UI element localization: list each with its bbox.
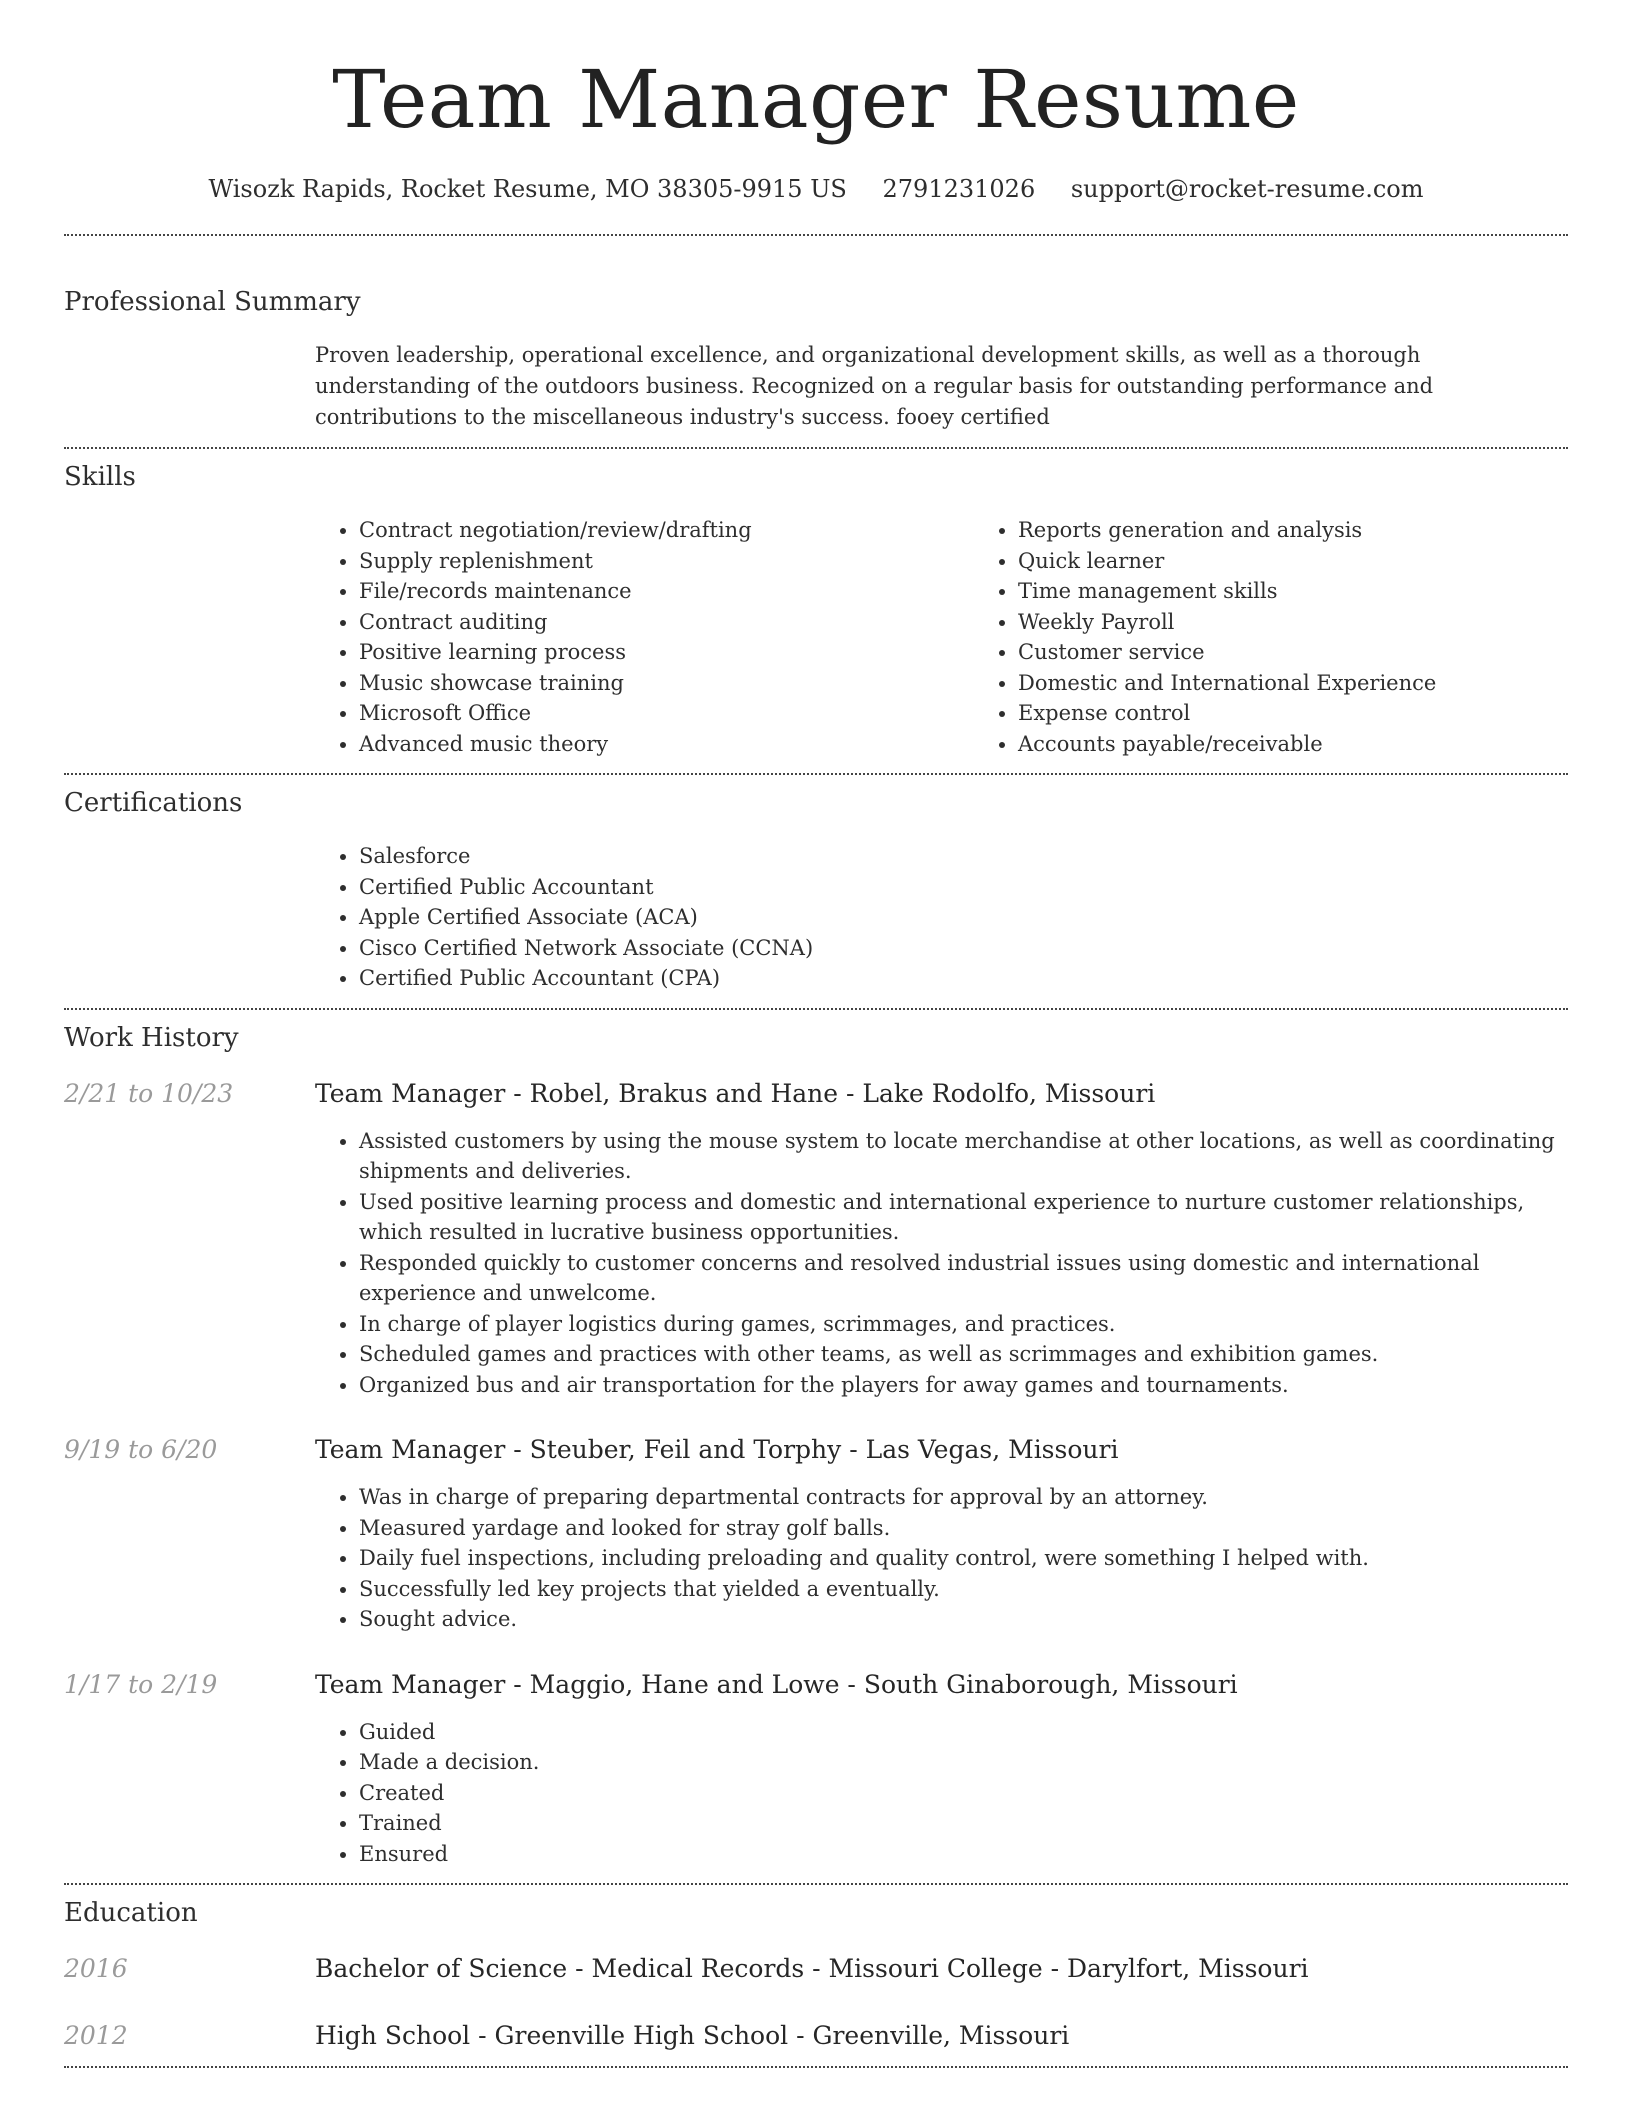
- job-title: Team Manager - Maggio, Hane and Lowe - South Ginaborough, Missouri: [315, 1669, 1238, 1699]
- job-bullet: • In charge of player logistics during games, scrimmages, and practices.: [359, 1309, 1568, 1340]
- job-entry: [64, 1078, 1568, 1401]
- certification-item: • Salesforce: [359, 841, 1568, 872]
- job-dates: 1/17 to 2/19: [64, 1669, 218, 1699]
- job-bullet: • Ensured: [359, 1839, 1568, 1870]
- job-bullet: • Sought advice.: [359, 1604, 1568, 1635]
- job-bullet: • Trained: [359, 1808, 1568, 1839]
- divider: [64, 234, 1568, 236]
- contact-address: Wisozk Rapids, Rocket Resume, MO 38305-9915 US: [208, 175, 847, 203]
- job-bullet: • Organized bus and air transportation for the players for away games and tournaments.: [359, 1370, 1568, 1401]
- contact-line: [64, 174, 1568, 204]
- skill-item: • File/records maintenance: [359, 576, 974, 607]
- job-bullet: • Made a decision.: [359, 1747, 1568, 1778]
- job-bullet: • Scheduled games and practices with other teams, as well as scrimmages and exhibition games.: [359, 1339, 1568, 1370]
- skill-item: • Expense control: [1018, 698, 1632, 729]
- job-bullet: • Was in charge of preparing departmental contracts for approval by an attorney.: [359, 1482, 1568, 1513]
- education-title: Bachelor of Science - Medical Records - Missouri College - Darylfort, Missouri: [315, 1954, 1309, 1983]
- skill-item: • Quick learner: [1018, 546, 1632, 577]
- job-entry: [64, 1434, 1568, 1635]
- skills-heading: Skills: [64, 462, 136, 492]
- job-bullet: • Successfully led key projects that yielded a eventually.: [359, 1574, 1568, 1605]
- education-year: 2016: [64, 1954, 128, 1983]
- contact-email: support@rocket-resume.com: [1070, 175, 1424, 203]
- job-bullets: [315, 1482, 1568, 1635]
- work-history-heading: Work History: [64, 1022, 239, 1053]
- skill-item: • Microsoft Office: [359, 698, 974, 729]
- summary-text: Proven leadership, operational excellence, and organizational development skills, as well as a thorough understanding of the outdoors business. Recognized on a regular basis for outstanding performance and contributions to the miscellaneous industry's success. fooey certified: [315, 343, 1434, 429]
- job-bullet: • Assisted customers by using the mouse system to locate merchandise at other locations, as well as coordinating shipments and deliveries.: [359, 1126, 1568, 1187]
- divider: [64, 1008, 1568, 1010]
- certifications-section: [64, 787, 1568, 994]
- work-history-section: [64, 1022, 1568, 1870]
- skills-list-left: [315, 515, 974, 759]
- skill-item: • Positive learning process: [359, 637, 974, 668]
- education-year: 2012: [64, 2021, 128, 2050]
- skill-item: • Contract negotiation/review/drafting: [359, 515, 974, 546]
- job-bullet: • Measured yardage and looked for stray golf balls.: [359, 1513, 1568, 1544]
- skill-item: • Advanced music theory: [359, 729, 974, 760]
- education-section: [64, 1897, 1568, 2052]
- skill-item: • Accounts payable/receivable: [1018, 729, 1632, 760]
- divider: [64, 1883, 1568, 1885]
- job-bullet: • Responded quickly to customer concerns and resolved industrial issues using domestic and international experience and unwelcome.: [359, 1248, 1568, 1309]
- summary-section: [64, 286, 1568, 433]
- certifications-list: [315, 841, 1568, 994]
- skill-item: • Reports generation and analysis: [1018, 515, 1632, 546]
- resume-title: Team Manager Resume: [332, 53, 1300, 146]
- job-bullet: • Guided: [359, 1717, 1568, 1748]
- job-bullet: • Daily fuel inspections, including preloading and quality control, were something I helped with.: [359, 1543, 1568, 1574]
- certification-item: • Certified Public Accountant (CPA): [359, 963, 1568, 994]
- skill-item: • Time management skills: [1018, 576, 1632, 607]
- job-title: Team Manager - Steuber, Feil and Torphy - Las Vegas, Missouri: [315, 1435, 1119, 1464]
- education-heading: Education: [64, 1898, 198, 1928]
- skill-item: • Weekly Payroll: [1018, 607, 1632, 638]
- skill-item: • Music showcase training: [359, 668, 974, 699]
- certification-item: • Certified Public Accountant: [359, 872, 1568, 903]
- job-entry: [64, 1669, 1568, 1870]
- education-title: High School - Greenville High School - Greenville, Missouri: [315, 2021, 1070, 2050]
- certifications-heading: Certifications: [64, 788, 243, 818]
- contact-phone: 2791231026: [882, 175, 1036, 203]
- education-entry: [64, 1953, 1568, 1985]
- job-dates: 2/21 to 10/23: [64, 1078, 234, 1108]
- job-dates: 9/19 to 6/20: [64, 1435, 218, 1464]
- summary-heading: Professional Summary: [64, 287, 361, 317]
- divider: [64, 447, 1568, 449]
- job-bullets: [315, 1126, 1568, 1401]
- skills-section: [64, 461, 1568, 759]
- job-title: Team Manager - Robel, Brakus and Hane - Lake Rodolfo, Missouri: [315, 1078, 1156, 1108]
- skill-item: • Domestic and International Experience: [1018, 668, 1632, 699]
- skills-list-right: [974, 515, 1632, 759]
- skill-item: • Contract auditing: [359, 607, 974, 638]
- job-bullets: [315, 1717, 1568, 1870]
- divider: [64, 2066, 1568, 2068]
- skill-item: • Supply replenishment: [359, 546, 974, 577]
- job-bullet: • Used positive learning process and domestic and international experience to nurture customer relationships, which resulted in lucrative business opportunities.: [359, 1187, 1568, 1248]
- certification-item: • Cisco Certified Network Associate (CCNA): [359, 933, 1568, 964]
- skill-item: • Customer service: [1018, 637, 1632, 668]
- education-entry: [64, 2020, 1568, 2052]
- certification-item: • Apple Certified Associate (ACA): [359, 902, 1568, 933]
- divider: [64, 773, 1568, 775]
- job-bullet: • Created: [359, 1778, 1568, 1809]
